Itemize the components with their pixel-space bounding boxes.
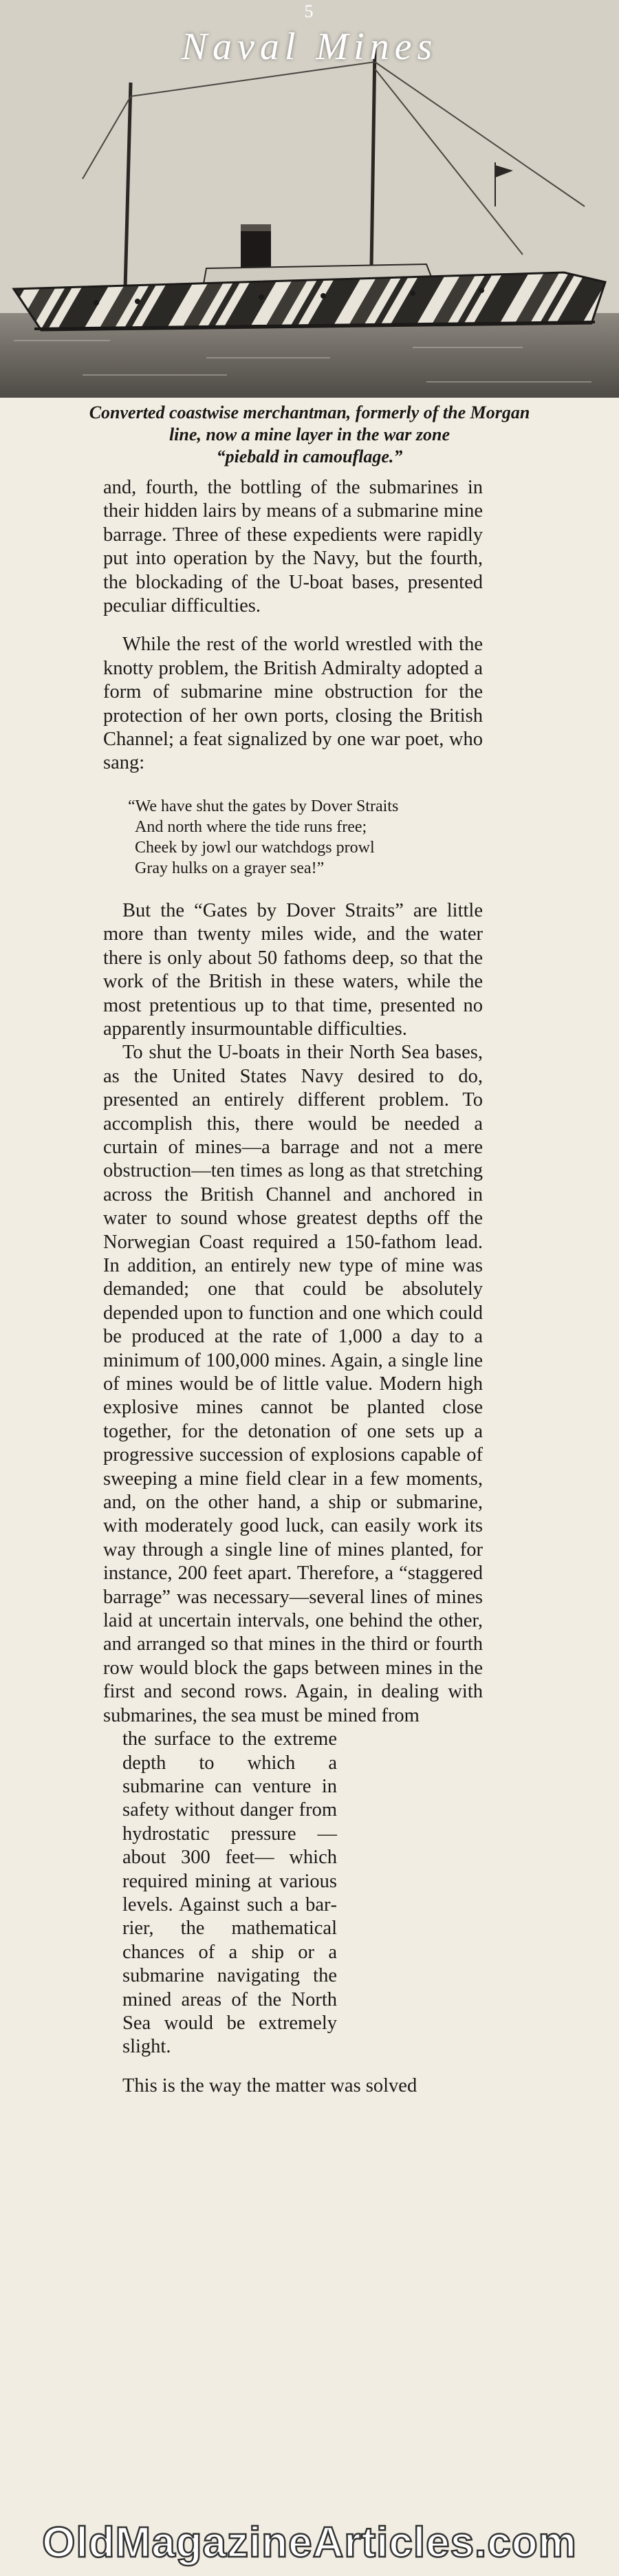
paragraph: While the rest of the world wrestled with the knotty problem, the British Admiralty adopted a form of submarine mine obstruction for the protection of her own ports, closing the British Channel; a feat signalized by one war poet, who sang: [103, 634, 483, 774]
poem-line: And north where the tide runs free; [135, 817, 367, 836]
article-title: Naval Mines [181, 25, 438, 68]
ship-photo [0, 0, 619, 398]
photo-caption [6, 402, 613, 468]
paragraph: This is the way the matter was solved [122, 2074, 417, 2096]
page-number: 5 [304, 1, 315, 21]
caption-line: “piebald in camouflage.” [216, 447, 403, 466]
caption-line: Converted coastwise merchantman, formerly of the Morgan [89, 402, 530, 422]
paragraph: To shut the U-boats in their North Sea bases, as the United States Navy desired to do, presented an entirely different problem. To accomplish this, there would be needed a curtain of mines—a barrage and not a mere obstruction—ten times as long as that stretching across the British Channel and anchored in water to sound whose greatest depths off the Norwegian Coast required a 150-fathom lead. In addition, an entirely new type of mine was demanded; one that could be absolutely depended upon to function and one which could be produced at the rate of 1,000 a day to a minimum of 100,000 mines. Again, a single line of mines would be of little value. Modern high explosive mines cannot be planted close together, for the detonation of one sets up a progressive succession of explosions capable of sweeping a mine field clear in a few moments, and, on the other hand, a ship or submarine, with moderately good luck, can easily work its way through a single line of mines planted, for instance, 200 feet apart. Therefore, a “staggered barrage” was necessary—several lines of mines laid at uncertain intervals, one behind the other, and arranged so that mines in the third or fourth row would block the gaps between mines in the first and second rows. Again, in dealing with submarines, the sea must be mined from [103, 1042, 483, 1726]
poem-quote [103, 796, 483, 879]
paragraph-narrow: the surface to the extreme depth to which a submarine can venture in safety without danger from hydrostatic pressure —about 300 feet— which required mining at various levels. Against such a barrier, the mathematical chances of a ship or a submarine navigating the mined areas of the North Sea would be extremely slight. [122, 1728, 337, 2058]
poem-line: “We have shut the gates by Dover Straits [128, 797, 399, 815]
poem-line: Gray hulks on a grayer sea!” [135, 859, 325, 877]
article-body [103, 476, 483, 2098]
poem-line: Cheek by jowl our watchdogs prowl [135, 838, 375, 857]
site-footer: OldMagazineArticles.com [42, 2519, 577, 2566]
paragraph: and, fourth, the bottling of the submarines in their hidden lairs by means of a submarine mine barrage. Three of these expedients were rapidly put into operation by the Navy, but the fourth, the blockading of the U-boat bases, presented peculiar difficulties. [103, 477, 483, 617]
caption-line: line, now a mine layer in the war zone [169, 425, 450, 444]
paragraph: But the “Gates by Dover Straits” are little more than twenty miles wide, and the water there is only about 50 fathoms deep, so that the work of the British in these waters, while the most pretentious up to that time, presented no apparently insurmountable difficulties. [103, 899, 483, 1040]
